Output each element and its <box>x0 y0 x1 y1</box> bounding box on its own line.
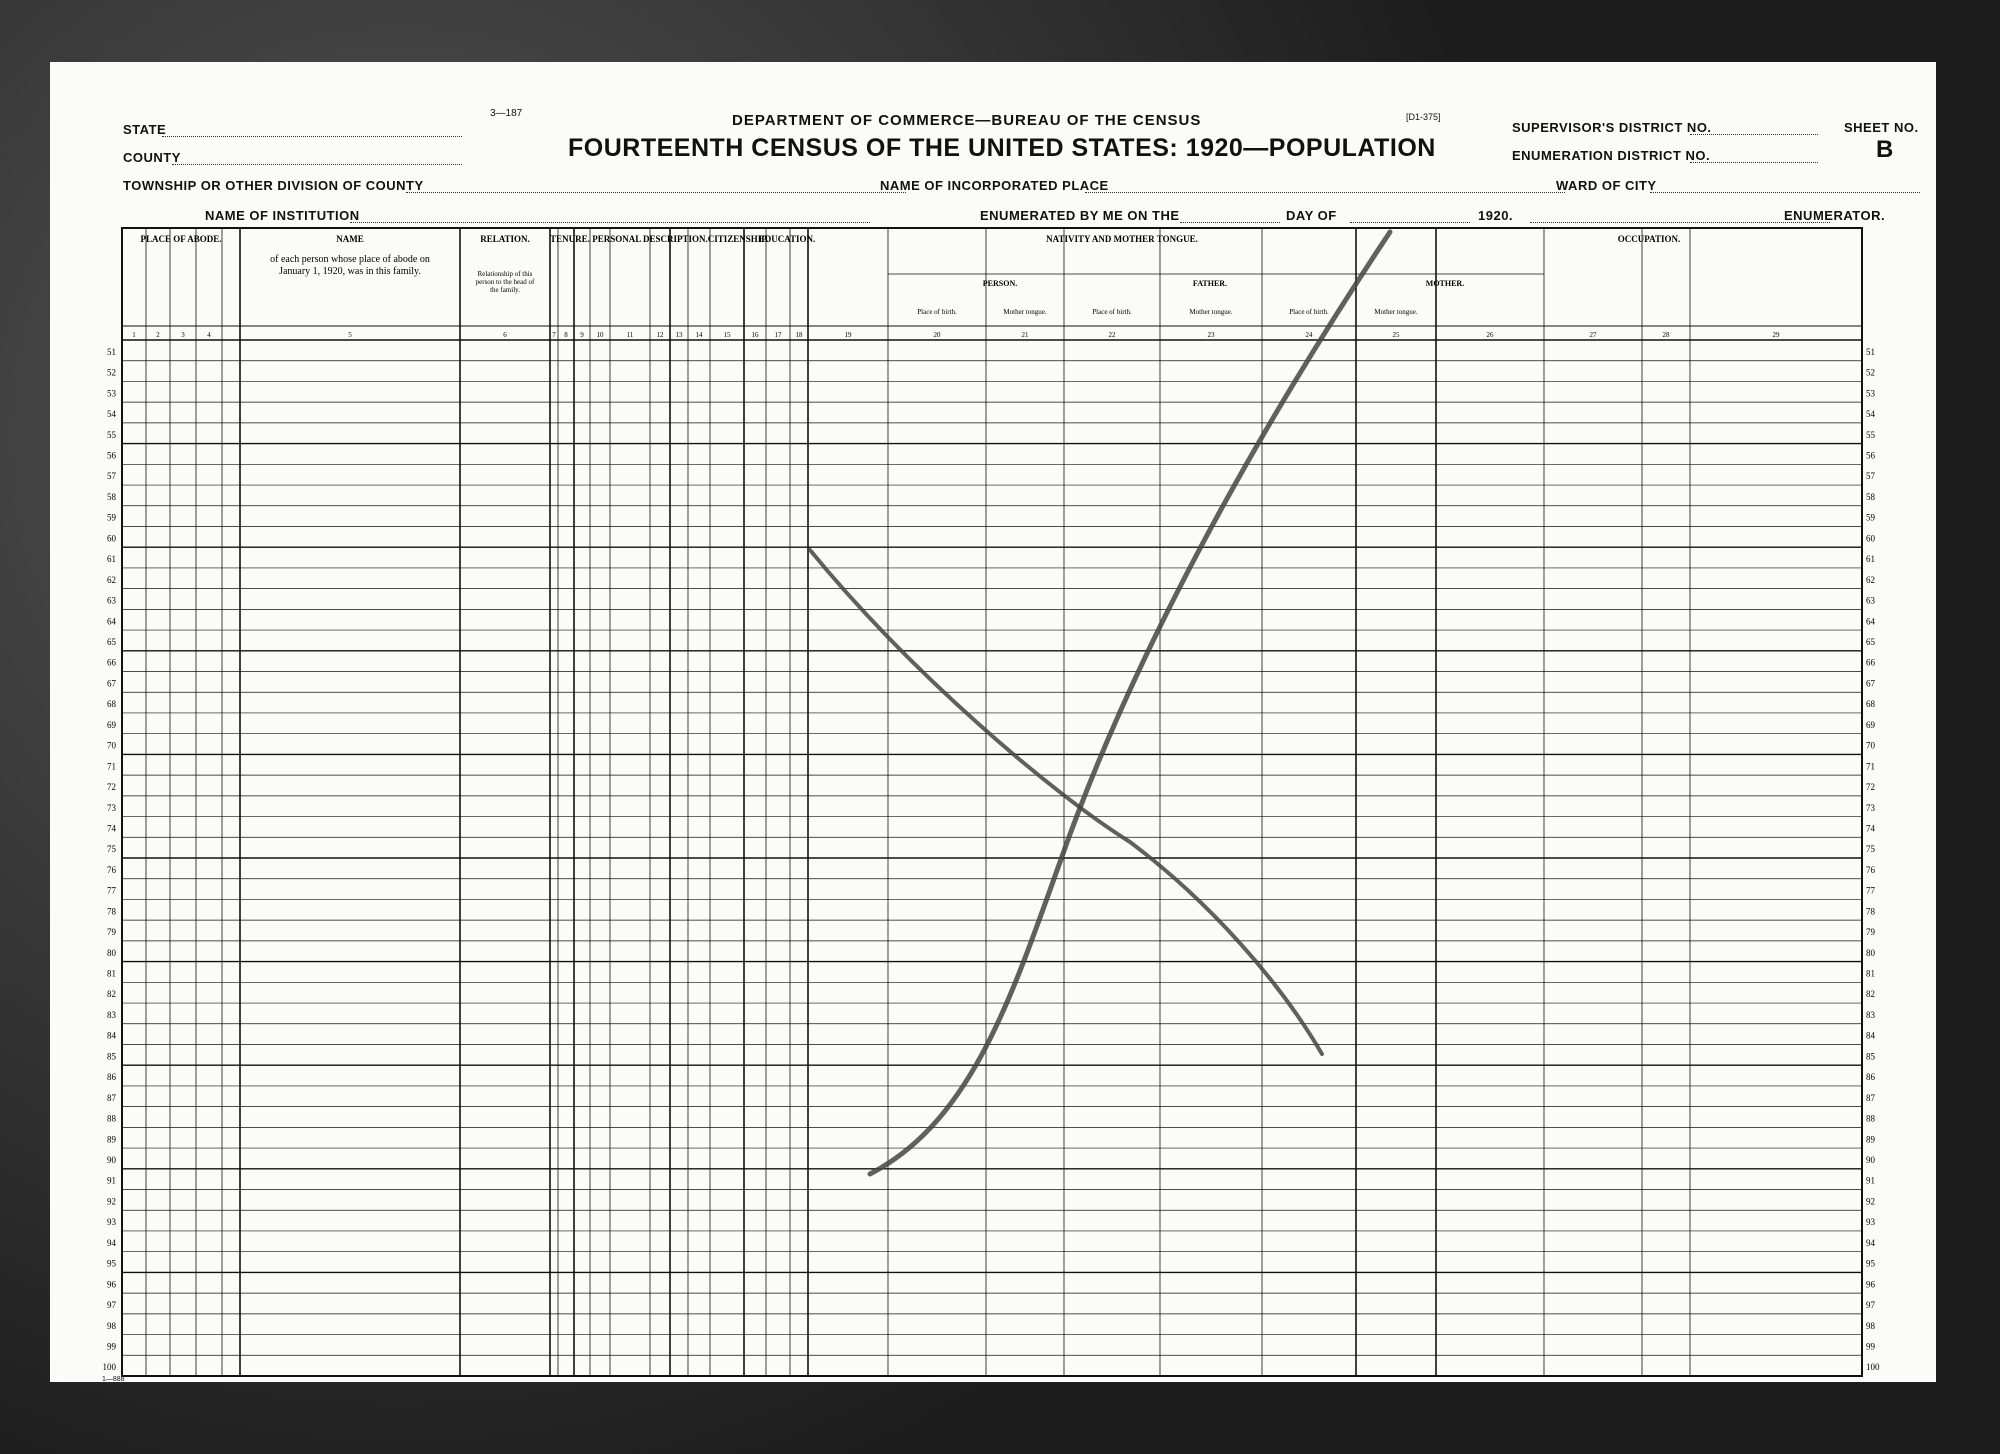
column-group-label: CITIZENSHIP. <box>707 234 769 244</box>
relation-column-description: the family. <box>490 286 520 294</box>
row-number-right: 77 <box>1866 885 1875 896</box>
column-number: 28 <box>1662 331 1670 339</box>
row-number-right: 90 <box>1866 1154 1875 1165</box>
column-number: 29 <box>1772 331 1780 339</box>
column-group-label: NAME <box>336 234 364 244</box>
row-number-left: 69 <box>107 719 116 730</box>
row-number-right: 72 <box>1866 782 1875 793</box>
row-number-left: 51 <box>107 346 116 357</box>
column-number: 22 <box>1108 331 1116 339</box>
row-number-left: 100 <box>102 1362 116 1373</box>
row-number-left: 65 <box>107 636 116 647</box>
institution-label: NAME OF INSTITUTION <box>205 208 360 223</box>
column-number: 15 <box>723 331 731 339</box>
ward-label: WARD OF CITY <box>1556 178 1657 193</box>
nativity-subheader: PERSON. <box>982 279 1018 288</box>
row-number-right: 78 <box>1866 906 1875 917</box>
row-number-left: 84 <box>107 1030 116 1041</box>
row-number-left: 68 <box>107 699 116 710</box>
row-number-right: 79 <box>1866 927 1875 938</box>
row-number-right: 62 <box>1866 574 1875 585</box>
row-number-right: 85 <box>1866 1051 1875 1062</box>
column-number: 21 <box>1021 331 1029 339</box>
row-number-right: 51 <box>1866 346 1875 357</box>
row-number-right: 69 <box>1866 719 1875 730</box>
column-number: 13 <box>675 331 683 339</box>
row-number-left: 62 <box>107 574 116 585</box>
row-number-right: 57 <box>1866 471 1875 482</box>
row-number-right: 67 <box>1866 678 1875 689</box>
row-number-right: 70 <box>1866 740 1875 751</box>
column-number: 2 <box>156 331 160 339</box>
column-number: 26 <box>1486 331 1494 339</box>
relation-column-description: person to the head of <box>475 278 535 286</box>
incorporated-place-label: NAME OF INCORPORATED PLACE <box>880 178 1109 193</box>
row-number-left: 83 <box>107 1009 116 1020</box>
row-number-left: 66 <box>107 657 116 668</box>
state-label: STATE <box>123 122 167 137</box>
census-title: FOURTEENTH CENSUS OF THE UNITED STATES: 1920—POPULATION <box>568 134 1436 162</box>
row-number-right: 87 <box>1866 1092 1875 1103</box>
row-number-left: 53 <box>107 388 116 399</box>
row-number-right: 95 <box>1866 1258 1875 1269</box>
township-label: TOWNSHIP OR OTHER DIVISION OF COUNTY <box>123 178 424 193</box>
enumerator-label: ENUMERATOR. <box>1784 208 1886 223</box>
row-number-right: 68 <box>1866 699 1875 710</box>
row-number-right: 84 <box>1866 1030 1875 1041</box>
census-table <box>50 62 1936 1382</box>
row-number-right: 98 <box>1866 1320 1875 1331</box>
row-number-right: 93 <box>1866 1217 1875 1228</box>
row-number-right: 66 <box>1866 657 1875 668</box>
row-number-left: 72 <box>107 782 116 793</box>
column-number: 23 <box>1207 331 1215 339</box>
row-number-right: 64 <box>1866 616 1875 627</box>
row-number-right: 97 <box>1866 1300 1875 1311</box>
row-number-left: 56 <box>107 450 116 461</box>
row-number-left: 75 <box>107 844 116 855</box>
row-number-right: 63 <box>1866 595 1875 606</box>
row-number-left: 98 <box>107 1320 116 1331</box>
column-number: 11 <box>626 331 634 339</box>
column-number: 25 <box>1392 331 1400 339</box>
column-number: 17 <box>774 331 782 339</box>
row-number-right: 55 <box>1866 429 1875 440</box>
table-border <box>122 228 1862 1376</box>
row-number-right: 52 <box>1866 367 1875 378</box>
enumeration-district-label: ENUMERATION DISTRICT NO. <box>1512 148 1711 163</box>
row-number-right: 71 <box>1866 761 1875 772</box>
row-number-left: 99 <box>107 1341 116 1352</box>
row-number-left: 90 <box>107 1154 116 1165</box>
nativity-column-label: Place of birth. <box>917 308 957 316</box>
row-number-left: 63 <box>107 595 116 606</box>
row-number-left: 82 <box>107 989 116 1000</box>
row-number-left: 80 <box>107 947 116 958</box>
supervisor-district-label: SUPERVISOR'S DISTRICT NO. <box>1512 120 1712 135</box>
row-number-right: 76 <box>1866 864 1875 875</box>
row-number-left: 92 <box>107 1196 116 1207</box>
column-group-label: NATIVITY AND MOTHER TONGUE. <box>1046 234 1198 244</box>
row-number-right: 89 <box>1866 1134 1875 1145</box>
column-number: 10 <box>596 331 604 339</box>
column-group-label: PLACE OF ABODE. <box>140 234 222 244</box>
county-label: COUNTY <box>123 150 181 165</box>
row-number-left: 97 <box>107 1300 116 1311</box>
census-sheet <box>50 62 1936 1382</box>
row-number-right: 81 <box>1866 968 1875 979</box>
row-number-left: 96 <box>107 1279 116 1290</box>
nativity-column-label: Mother tongue. <box>1003 308 1047 316</box>
column-number: 6 <box>503 331 507 339</box>
nativity-column-label: Place of birth. <box>1289 308 1329 316</box>
row-number-right: 58 <box>1866 491 1875 502</box>
column-number: 1 <box>132 331 136 339</box>
row-number-left: 94 <box>107 1237 116 1248</box>
row-number-left: 81 <box>107 968 116 979</box>
relation-column-description: Relationship of this <box>477 270 533 278</box>
row-number-left: 52 <box>107 367 116 378</box>
name-column-description: of each person whose place of abode on <box>270 254 430 265</box>
row-number-right: 91 <box>1866 1175 1875 1186</box>
column-number: 3 <box>181 331 185 339</box>
row-number-left: 64 <box>107 616 116 627</box>
row-number-right: 83 <box>1866 1009 1875 1020</box>
column-number: 19 <box>844 331 852 339</box>
row-number-right: 73 <box>1866 802 1875 813</box>
sheet-letter: B <box>1876 136 1894 163</box>
row-number-left: 85 <box>107 1051 116 1062</box>
row-number-right: 59 <box>1866 512 1875 523</box>
year-label: 1920. <box>1478 208 1514 223</box>
row-number-right: 54 <box>1866 409 1875 420</box>
form-code: [D1-375] <box>1406 112 1441 122</box>
row-number-right: 56 <box>1866 450 1875 461</box>
row-number-left: 88 <box>107 1113 116 1124</box>
cancellation-stroke <box>870 232 1390 1174</box>
row-number-left: 93 <box>107 1217 116 1228</box>
column-group-label: OCCUPATION. <box>1617 234 1681 244</box>
column-number: 24 <box>1305 331 1313 339</box>
department-title: DEPARTMENT OF COMMERCE—BUREAU OF THE CENSUS <box>732 112 1202 129</box>
column-group-label: PERSONAL DESCRIPTION. <box>592 234 708 244</box>
row-number-right: 88 <box>1866 1113 1875 1124</box>
row-number-left: 79 <box>107 927 116 938</box>
row-number-left: 61 <box>107 554 116 565</box>
form-stamp: 1—888 <box>102 1376 125 1383</box>
column-number: 8 <box>564 331 568 339</box>
row-number-left: 58 <box>107 491 116 502</box>
column-number: 9 <box>580 331 584 339</box>
row-number-left: 57 <box>107 471 116 482</box>
row-number-right: 82 <box>1866 989 1875 1000</box>
column-number: 7 <box>552 331 556 339</box>
row-number-left: 60 <box>107 533 116 544</box>
cancellation-stroke <box>810 550 1322 1054</box>
day-of-label: DAY OF <box>1286 208 1337 223</box>
row-number-right: 92 <box>1866 1196 1875 1207</box>
row-number-right: 96 <box>1866 1279 1875 1290</box>
column-group-label: EDUCATION. <box>758 234 816 244</box>
row-number-left: 59 <box>107 512 116 523</box>
nativity-subheader: MOTHER. <box>1425 279 1465 288</box>
column-group-label: RELATION. <box>480 234 530 244</box>
row-number-left: 95 <box>107 1258 116 1269</box>
row-number-left: 71 <box>107 761 116 772</box>
row-number-left: 70 <box>107 740 116 751</box>
nativity-subheader: FATHER. <box>1192 279 1228 288</box>
name-column-description: January 1, 1920, was in this family. <box>279 266 421 277</box>
row-number-left: 74 <box>107 823 116 834</box>
row-number-left: 87 <box>107 1092 116 1103</box>
row-number-right: 53 <box>1866 388 1875 399</box>
row-number-right: 65 <box>1866 636 1875 647</box>
row-number-left: 67 <box>107 678 116 689</box>
row-number-right: 75 <box>1866 844 1875 855</box>
nativity-column-label: Mother tongue. <box>1374 308 1418 316</box>
row-number-left: 78 <box>107 906 116 917</box>
column-number: 18 <box>795 331 803 339</box>
enumerated-label: ENUMERATED BY ME ON THE <box>980 208 1180 223</box>
row-number-right: 74 <box>1866 823 1875 834</box>
row-number-right: 100 <box>1866 1362 1880 1373</box>
column-number: 27 <box>1589 331 1597 339</box>
row-number-left: 86 <box>107 1072 116 1083</box>
row-number-left: 91 <box>107 1175 116 1186</box>
column-number: 20 <box>933 331 941 339</box>
nativity-column-label: Place of birth. <box>1092 308 1132 316</box>
column-number: 4 <box>207 331 211 339</box>
column-number: 12 <box>656 331 664 339</box>
column-number: 14 <box>695 331 703 339</box>
nativity-column-label: Mother tongue. <box>1189 308 1233 316</box>
column-number: 16 <box>751 331 759 339</box>
row-number-right: 80 <box>1866 947 1875 958</box>
row-number-left: 54 <box>107 409 116 420</box>
row-number-left: 76 <box>107 864 116 875</box>
corner-code: 3—187 <box>490 108 523 119</box>
row-number-left: 89 <box>107 1134 116 1145</box>
row-number-right: 60 <box>1866 533 1875 544</box>
row-number-right: 86 <box>1866 1072 1875 1083</box>
row-number-left: 77 <box>107 885 116 896</box>
row-number-right: 99 <box>1866 1341 1875 1352</box>
column-group-label: TENURE. <box>550 234 590 244</box>
row-number-right: 94 <box>1866 1237 1875 1248</box>
row-number-left: 73 <box>107 802 116 813</box>
row-number-right: 61 <box>1866 554 1875 565</box>
sheet-no-label: SHEET NO. <box>1844 120 1919 135</box>
row-number-left: 55 <box>107 429 116 440</box>
column-number: 5 <box>348 331 352 339</box>
